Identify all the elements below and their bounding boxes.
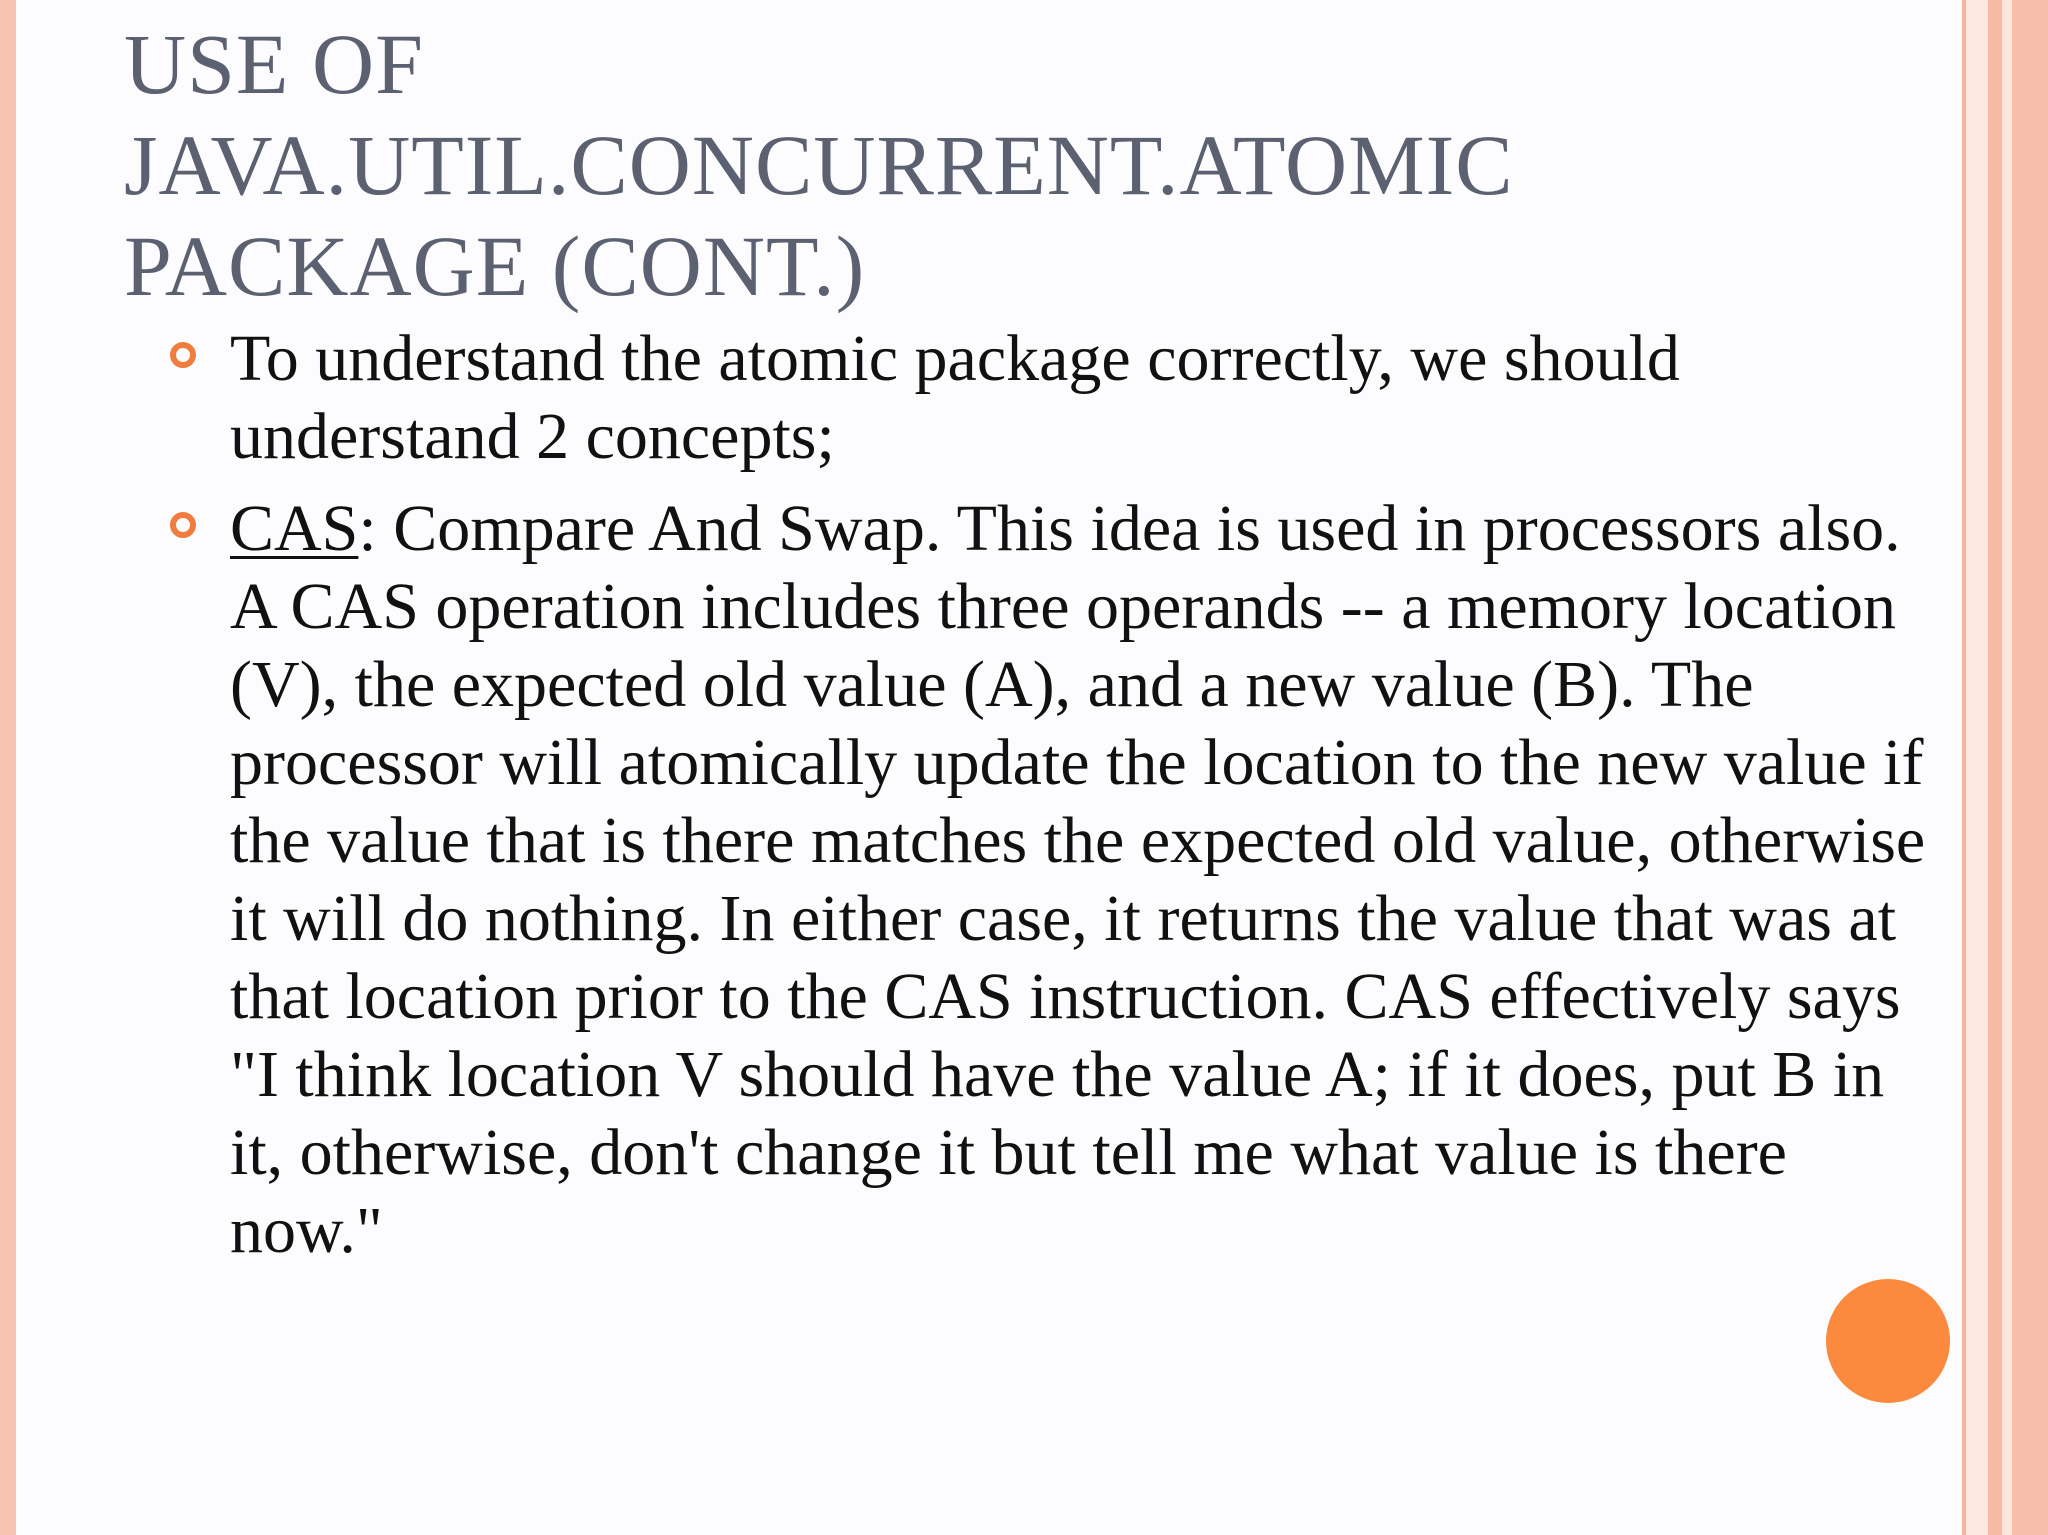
slide-title-line: PACKAGE (CONT.) <box>124 218 866 314</box>
left-frame-stripe <box>0 0 16 1535</box>
slide-title <box>124 14 1924 317</box>
bullet-list <box>170 320 1930 1284</box>
slide-title-line: JAVA.UTIL.CONCURRENT.ATOMIC <box>124 117 1514 213</box>
bullet-text: To understand the atomic package correctly, we should understand 2 concepts; <box>230 322 1680 473</box>
right-frame-stripe <box>2002 0 2012 1535</box>
right-frame-stripe <box>1988 0 2002 1535</box>
bullet-text: : Compare And Swap. This idea is used in processors also. A CAS operation includes three operands -- a memory location (V), the expected old value (A), and a new value (B). The processor will atomically update the location to the new value if the value that is there matches the expected old value, otherwise it will do nothing. In either case, it returns the value that was at that location prior to the CAS instruction. CAS effectively says "I think location V should have the value A; if it does, put B in it, otherwise, don't change it but tell me what value is there now." <box>230 492 1926 1267</box>
ring-bullet-icon <box>170 342 196 368</box>
decorative-circle <box>1826 1279 1950 1403</box>
slide-title-line: USE OF <box>124 16 424 112</box>
bullet-item <box>170 490 1930 1270</box>
ring-bullet-icon <box>170 512 196 538</box>
right-frame-stripe <box>1966 0 1988 1535</box>
bullet-item <box>170 320 1930 476</box>
bullet-term: CAS <box>230 492 359 565</box>
right-frame-stripe <box>2012 0 2048 1535</box>
